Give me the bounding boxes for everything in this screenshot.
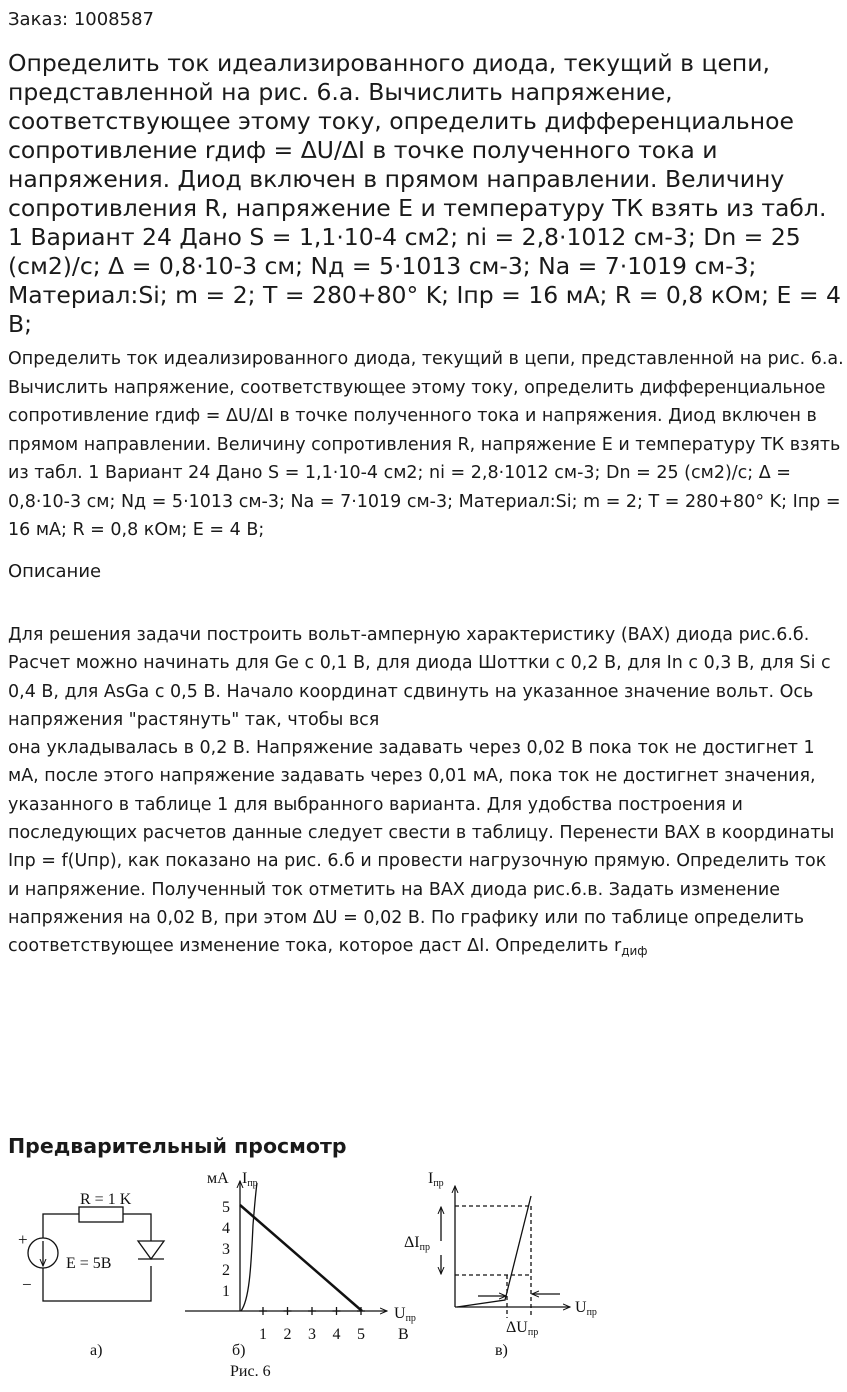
resistor-symbol [79,1207,123,1222]
diode-symbol [138,1241,164,1259]
minus-sign: − [22,1275,32,1294]
b-x-ticks [259,1307,365,1343]
b-y-tick-label: 1 [222,1283,230,1300]
resistor-label: R = 1 K [80,1191,132,1208]
source-label: E = 5B [66,1255,112,1272]
task-title: Определить ток идеализированного диода, текущий в цепи, представленной на рис. 6.а. Вычислить напряжение, соответствующее этому току, определить дифференциальное сопротивление rдиф = ΔU/ΔI в точке полученного тока и напряжения. Диод включен в прямом направлении. Величину сопротивления R, напряжение E и температуру ТК взять из табл. 1 Вариант 24 Дано S = 1,1·10-4 см2; ni = 2,8·1012 см-3; Dn = 25 (см2)/c; Δ = 0,8·10-3 см; Nд = 5·1013 см-3; Na = 7·1019 см-3; Материал:Si; m = 2; T = 280+80° K; Iпр = 16 мА; R = 0,8 кОм; E = 4 В; [8,49,841,338]
b-load-line [240,1205,362,1311]
b-y-tick-label: 2 [222,1262,230,1279]
figure-caption: Рис. 6 [230,1363,271,1380]
c-x-axis-main: U [575,1299,587,1316]
c-delta-i-sub: пр [419,1242,430,1253]
c-y-axis-main: I [428,1170,434,1187]
b-y-axis-sub: пр [247,1178,258,1189]
b-y-tick-label: 5 [222,1199,230,1216]
b-y-tick-label: 3 [222,1241,230,1258]
c-delta-i-main: ΔI [404,1234,420,1251]
iv-chart [185,1181,387,1311]
task-summary: Определить ток идеализированного диода, текущий в цепи, представленной на рис. 6.а. Вычислить напряжение, соответствующее этому току, определить дифференциальное сопротивление rдиф = ΔU/ΔI в точке полученного тока и напряжения. Диод включен в прямом направлении. Величину сопротивления R, напряжение E и температуру ТК взять из табл. 1 Вариант 24 Дано S = 1,1·10-4 см2; ni = 2,8·1012 см-3; Dn = 25 (см2)/c; Δ = 0,8·10-3 см; Nд = 5·1013 см-3; Na = 7·1019 см-3; Материал:Si; m = 2; T = 280+80° K; Iпр = 16 мА; R = 0,8 кОм; E = 4 В; [8,349,844,540]
b-x-tick-label: 2 [283,1326,292,1343]
plus-sign: + [18,1230,28,1249]
description-text [8,621,840,966]
b-x-axis-sub: пр [405,1313,416,1324]
c-x-axis-sub: пр [586,1307,597,1318]
b-x-tick-label: 1 [259,1326,267,1343]
b-y-axis-label [242,1170,258,1189]
c-delta-i-label [404,1234,430,1253]
description-line-2: она укладывалась в 0,2 В. Напряжение задавать через 0,02 В пока ток не достигнет 1 мА, после этого напряжение задавать через 0,01 мА, пока ток не достигнет значения, указанного в таблице 1 для выбранного варианта. Для удобства построения и последующих расчетов данные следует свести в таблицу. Перенести ВАХ в координаты Iпр = f(Uпр), как показано на рис. 6.б и провести нагрузочную прямую. Определить ток и напряжение. Полученный ток отметить на ВАХ диода рис.6.в. Задать изменение напряжения на 0,02 В, при этом ΔU = 0,02 В. По графику или по таблице определить соответствующее изменение тока, которое даст ΔI. Определить r [8,738,835,957]
b-y-ticks [222,1199,230,1300]
figure-b-label: б) [232,1342,246,1359]
b-y-tick-label: 4 [222,1220,230,1237]
c-delta-u-label [506,1319,538,1338]
b-x-tick-label: 5 [357,1326,365,1343]
figure-6 [0,1158,847,1392]
circuit-diagram [28,1207,164,1301]
description-subscript: диф [621,944,648,959]
b-x-unit: В [398,1326,409,1343]
diff-resistance-chart [441,1186,570,1318]
c-delta-u-main: ΔU [506,1319,528,1336]
figure-c-label: в) [495,1342,508,1359]
b-y-axis-main: I [242,1170,248,1187]
order-number: Заказ: 1008587 [8,9,154,30]
c-delta-u-sub: пр [527,1327,539,1338]
c-y-axis-sub: пр [433,1178,444,1189]
figure-a-label: а) [90,1342,103,1359]
b-x-axis-label [394,1305,416,1324]
b-y-unit: мА [207,1170,229,1187]
b-x-axis-main: U [394,1305,406,1322]
c-x-axis-label [575,1299,597,1318]
b-diode-curve [241,1183,257,1311]
c-y-axis-label [428,1170,444,1189]
b-x-tick-label: 3 [308,1326,316,1343]
preview-heading: Предварительный просмотр [8,1134,347,1158]
description-line-1: Для решения задачи построить вольт-амперную характеристику (ВАХ) диода рис.6.б. Расчет можно начинать для Ge с 0,1 В, для диода Шоттки с 0,2 В, для In с 0,3 В, для Si с 0,4 В, для AsGa с 0,5 В. Начало координат сдвинуть на указанное значение вольт. Ось напряжения "растянуть" так, чтобы вся [8,625,831,730]
c-diode-curve [457,1196,531,1307]
description-heading: Описание [8,561,102,582]
b-x-tick-label: 4 [332,1326,341,1343]
